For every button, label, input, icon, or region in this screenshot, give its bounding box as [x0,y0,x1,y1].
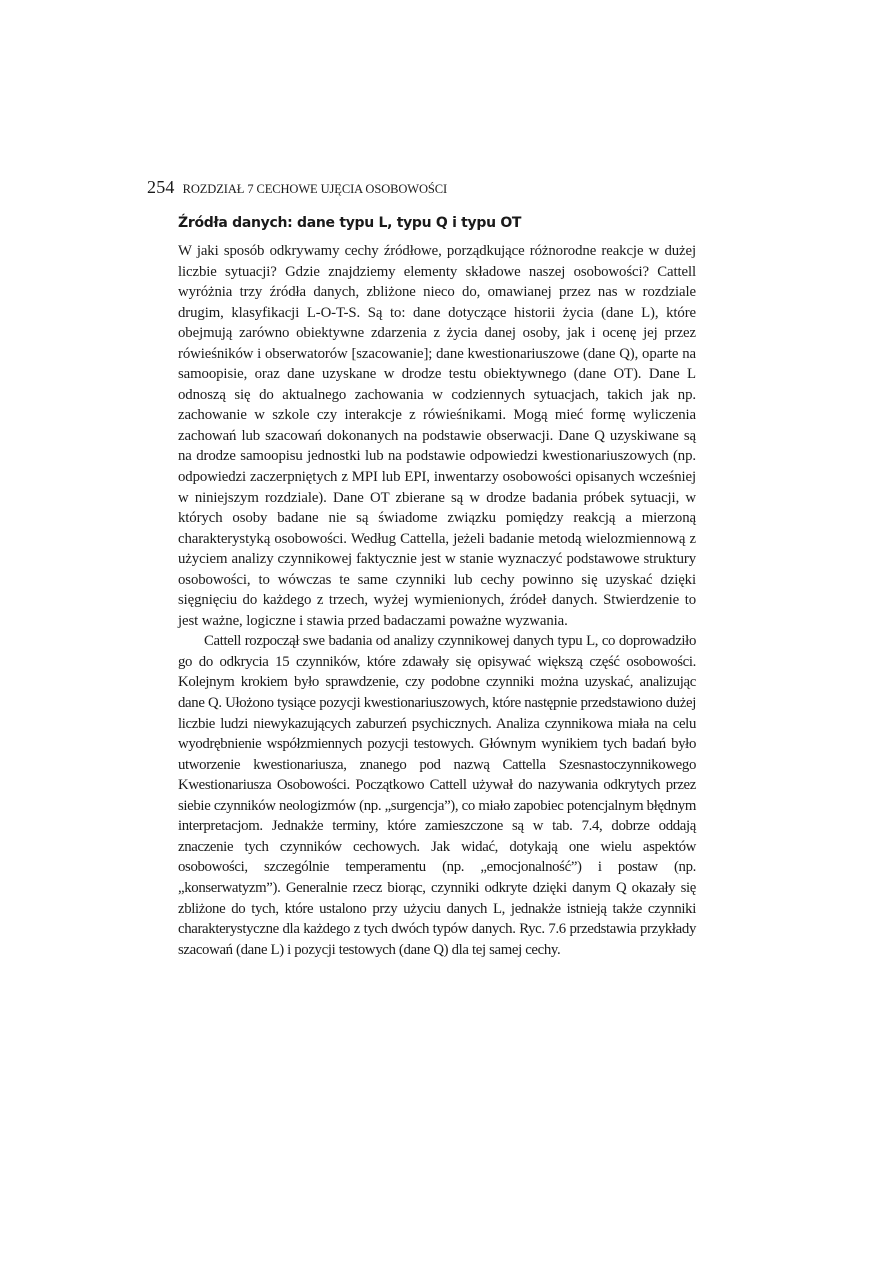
main-content [178,213,696,960]
paragraph-2: Cattell rozpoczął swe badania od analizy czynnikowej danych typu L, co doprowadziło go do odkrycia 15 czynników, które zdawały się opisywać większą część osobowości. Kolejnym krokiem było sprawdzenie, czy podobne czynniki można uzyskać, analizując dane Q. Ułożono tysiące pozycji kwestionariuszowych, które następnie przedstawiono dużej liczbie ludzi niewykazujących zaburzeń psychicznych. Analiza czynnikowa miała na celu wyodrębnienie współzmiennych pozycji testowych. Głównym wynikiem tych badań było utworzenie kwestionariusza, znanego pod nazwą Cattella Szesnastoczynnikowego Kwestionariusza Osobowości. Początkowo Cattell używał do nazywania odkrytych przez siebie czynników neologizmów (np. „surgencja”), co miało zapobiec potencjalnym błędnym interpretacjom. Jednakże terminy, które zamieszczone są w tab. 7.4, dobrze oddają znaczenie tych czynników cechowych. Jak widać, dotykają one wielu aspektów osobowości, szczególnie temperamentu (np. „emocjonalność”) i postaw (np. „konserwatyzm”). Generalnie rzecz biorąc, czynniki odkryte dzięki danym Q okazały się zbliżone do tych, które ustalono przy użyciu danych L, jednakże istnieją także czynniki charakterystyczne dla każdego z tych dwóch typów danych. Ryc. 7.6 przedstawia przykłady szacowań (dane L) i pozycji testowych (dane Q) dla tej samej cechy. [178,633,696,958]
page-number: 254 [147,177,175,197]
chapter-title: ROZDZIAŁ 7 CECHOWE UJĘCIA OSOBOWOŚCI [182,182,448,196]
running-head [147,177,707,198]
section-heading: Źródła danych: dane typu L, typu Q i typu OT [178,215,522,231]
paragraph-1: W jaki sposób odkrywamy cechy źródłowe, porządkujące różnorodne reakcje w dużej liczbie sytuacji? Gdzie znajdziemy elementy składowe naszej osobowości? Cattell wyróżnia trzy źródła danych, zbliżone nieco do, omawianej przez nas w rozdziale drugim, klasyfikacji L-O-T-S. Są to: dane dotyczące historii życia (dane L), które obejmują zarówno obiektywne zdarzenia z życia danej osoby, jak i ocenę jej przez rówieśników i obserwatorów [szacowanie]; dane kwestionariuszowe (dane Q), oparte na samoopisie, oraz dane uzyskane w drodze testu obiektywnego (dane OT). Dane L odnoszą się do aktualnego zachowania w codziennych sytuacjach, takich jak np. zachowanie w szkole czy interakcje z rówieśnikami. Mogą mieć formę wyliczenia zachowań lub szacowań dokonanych na podstawie obserwacji. Dane Q uzyskiwane są na drodze samoopisu jednostki lub na podstawie odpowiedzi kwestionariuszowych (np. odpowiedzi zaczerpniętych z MPI lub EPI, inwentarzy osobowości opisanych wcześniej w niniejszym rozdziale). Dane OT zbierane są w drodze badania próbek sytuacji, w których osoby badane nie są świadome związku pomiędzy reakcją a mierzoną charakterystyką osobowości. Według Cattella, jeżeli badanie metodą wielozmiennową z użyciem analizy czynnikowej faktycznie jest w stanie wyznaczyć podstawowe struktury osobowości, to wówczas te same czynniki lub cechy powinno się uzyskać dzięki sięgnięciu do każdego z trzech, wyżej wymienionych, źródeł danych. Stwierdzenie to jest ważne, logiczne i stawia przed badaczami poważne wyzwania. [178,243,696,629]
